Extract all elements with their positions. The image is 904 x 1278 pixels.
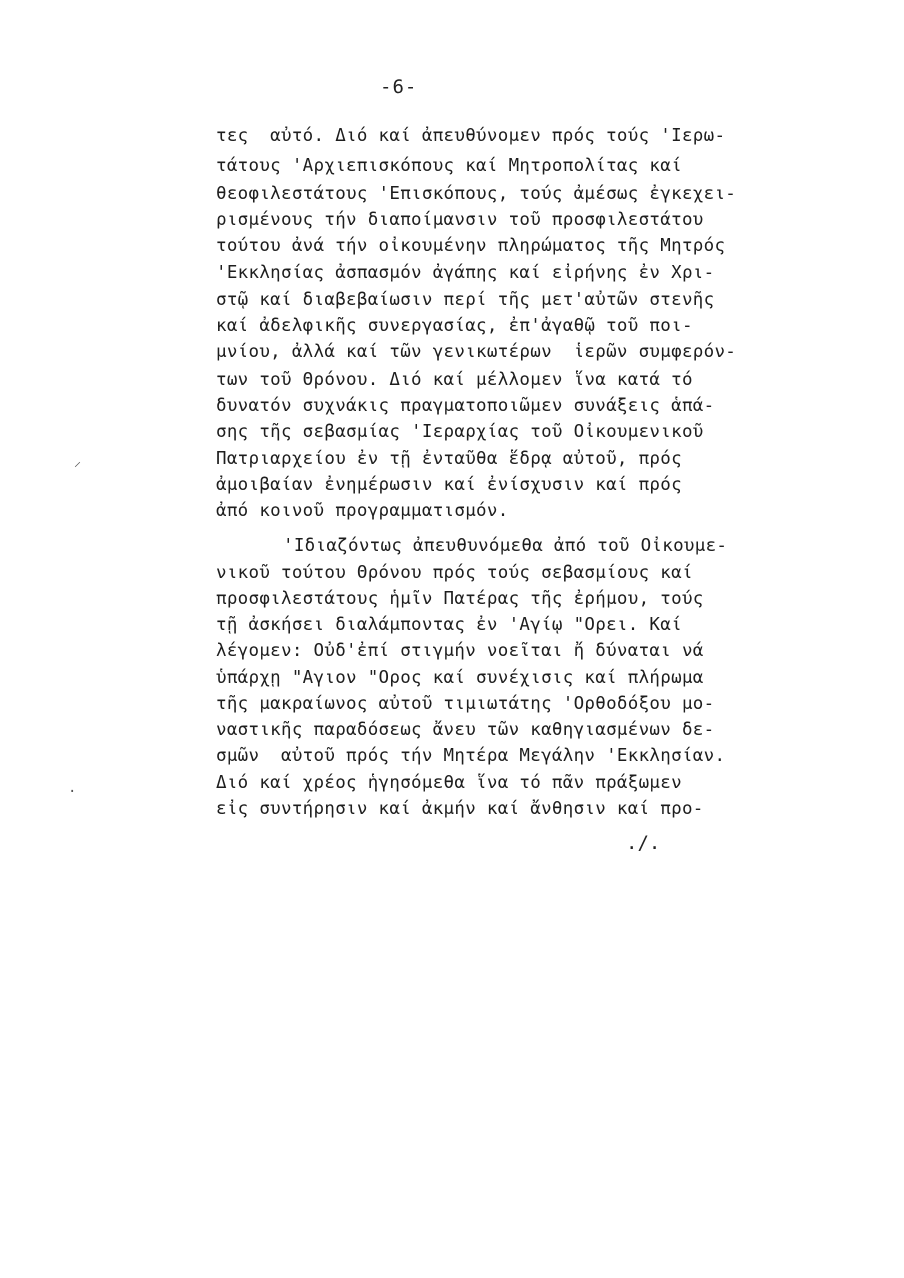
text-line: δυνατόν συχνάκις πραγματοποιῶμεν συνάξεις ἁπά-: [216, 396, 715, 416]
text-line: τούτου ἀνά τήν οἰκουμένην πληρώματος τῆς Μητρός: [216, 236, 726, 256]
text-line: στῷ καί διαβεβαίωσιν περί τῆς μετ'αὐτῶν στενῆς: [216, 290, 715, 310]
text-line: 'Ιδιαζόντως ἀπευθυνόμεθα ἀπό τοῦ Οἰκουμε-: [283, 536, 728, 556]
text-line: των τοῦ Θρόνου. Διό καί μέλλομεν ἵνα κατά τό: [216, 370, 693, 390]
text-line: εἰς συντήρησιν καί ἀκμήν καί ἄνθησιν καί προ-: [216, 799, 704, 819]
text-line: καί ἀδελφικῆς συνεργασίας, ἐπ'ἀγαθῷ τοῦ ποι-: [216, 316, 693, 336]
text-line: λέγομεν: Οὐδ'ἐπί στιγμήν νοεῖται ἤ δύναται νά: [216, 641, 704, 661]
text-line: ἀπό κοινοῦ προγραμματισμόν.: [216, 501, 509, 521]
text-line: ἀμοιβαίαν ἐνημέρωσιν καί ἐνίσχυσιν καί πρός: [216, 475, 682, 495]
scan-speck: ·: [68, 784, 77, 800]
text-line: προσφιλεστάτους ἡμῖν Πατέρας τῆς ἐρήμου, τούς: [216, 589, 704, 609]
text-line: σης τῆς σεβασμίας 'Ιεραρχίας τοῦ Οἰκουμενικοῦ: [216, 422, 704, 442]
text-line: Διό καί χρέος ἡγησόμεθα ἵνα τό πᾶν πράξωμεν: [216, 773, 682, 793]
scan-speck: ⸝: [74, 454, 81, 470]
page-number: -6-: [380, 76, 418, 98]
text-line: ρισμένους τήν διαποίμανσιν τοῦ προσφιλεστάτου: [216, 210, 704, 230]
text-line: Πατριαρχείου ἐν τῇ ἐνταῦθα ἕδρᾳ αὐτοῦ, πρός: [216, 449, 682, 469]
text-line: σμῶν αὐτοῦ πρός τήν Μητέρα Μεγάλην 'Εκκλησίαν.: [216, 746, 726, 766]
text-line: τῇ ἀσκήσει διαλάμποντας ἐν 'Αγίῳ "Ορει. Καί: [216, 615, 682, 635]
text-line: ναστικῆς παραδόσεως ἄνευ τῶν καθηγιασμένων δε-: [216, 720, 715, 740]
text-line: ὑπάρχῃ "Αγιον "Ορος καί συνέχισις καί πλήρωμα: [216, 668, 704, 688]
text-line: νικοῦ τούτου Θρόνου πρός τούς σεβασμίους καί: [216, 563, 693, 583]
text-line: τῆς μακραίωνος αὐτοῦ τιμιωτάτης 'Ορθοδόξου μο-: [216, 694, 715, 714]
text-line: τες αὐτό. Διό καί ἀπευθύνομεν πρός τούς 'Ιερω-: [216, 126, 726, 146]
continuation-mark: ./.: [626, 832, 661, 854]
text-line: 'Εκκλησίας ἀσπασμόν ἀγάπης καί εἰρήνης ἐν Χρι-: [216, 263, 715, 283]
text-line: θεοφιλεστάτους 'Επισκόπους, τούς ἀμέσως ἐγκεχει-: [216, 184, 737, 204]
text-line: τάτους 'Αρχιεπισκόπους καί Μητροπολίτας καί: [216, 156, 682, 176]
text-line: μνίου, ἀλλά καί τῶν γενικωτέρων ἱερῶν συμφερόν-: [216, 342, 737, 362]
